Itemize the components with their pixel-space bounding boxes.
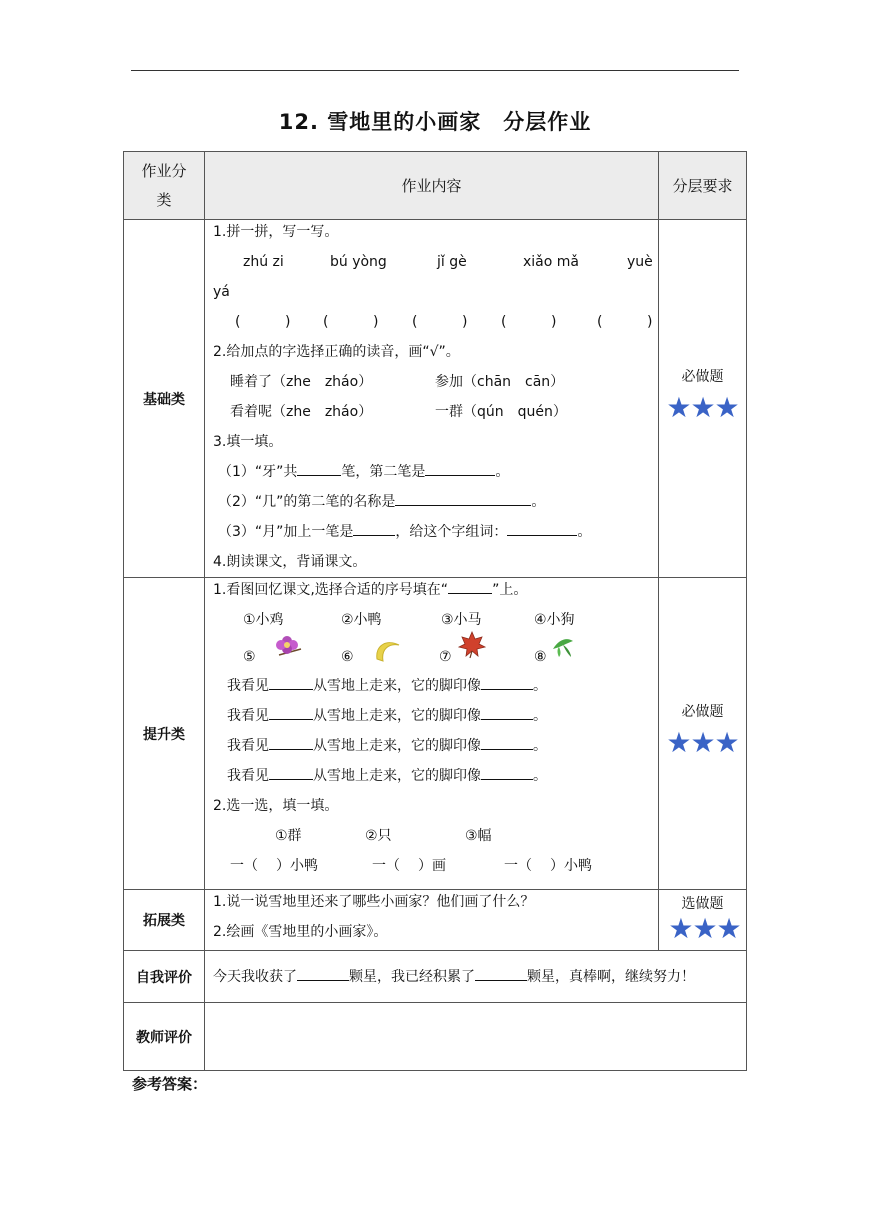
upgrade-row	[124, 578, 747, 890]
reading-choice-2[interactable]: 参加（chān cān）	[435, 374, 565, 390]
pinyin-4: xiǎo mǎ	[523, 254, 579, 270]
fill-blank[interactable]	[395, 491, 531, 506]
upgrade-category: 提升类	[124, 578, 205, 890]
teacher-evaluation-label: 教师评价	[124, 1003, 205, 1071]
blank-4-close: )	[551, 314, 557, 330]
blank-4-open[interactable]: (	[501, 314, 507, 330]
blank-3-close: )	[462, 314, 468, 330]
measure-fill-3[interactable]: 一（ ）小鸭	[504, 858, 592, 874]
animal-option-2: ②小鸭	[341, 612, 382, 628]
basic-content	[205, 220, 659, 578]
upgrade-content	[205, 578, 659, 890]
basic-requirement	[659, 220, 747, 578]
maple-leaf-icon	[457, 629, 487, 673]
fill-blank[interactable]	[269, 735, 313, 750]
picture-num-7: ⑦	[439, 649, 452, 665]
plum-blossom-icon	[273, 631, 303, 675]
blank-1-close: )	[285, 314, 291, 330]
measure-option-1: ①群	[275, 828, 302, 844]
requirement-label: 必做题	[681, 368, 724, 385]
star-rating: ★★★	[666, 390, 739, 424]
fill-blank[interactable]	[481, 675, 533, 690]
blank-2-open[interactable]: (	[323, 314, 329, 330]
requirement-label: 必做题	[681, 703, 724, 720]
reading-choice-row-2	[213, 397, 658, 427]
page-title: 12. 雪地里的小画家 分层作业	[278, 110, 592, 134]
answers-heading: 参考答案：	[132, 1075, 208, 1093]
star-rating: ★★★	[668, 912, 741, 945]
measure-fill-1[interactable]: 一（ ）小鸭	[230, 858, 318, 874]
extend-requirement	[659, 890, 747, 951]
fill-blank[interactable]	[353, 521, 395, 536]
measure-fill-2[interactable]: 一（ ）画	[372, 858, 446, 874]
extend-q2: 2.绘画《雪地里的小画家》。	[213, 924, 388, 940]
self-evaluation-row	[124, 951, 747, 1003]
animal-option-1: ①小鸡	[243, 612, 284, 628]
picture-num-5: ⑤	[243, 649, 256, 665]
fill-blank[interactable]	[425, 461, 495, 476]
basic-q3-3: （3）“月”加上一笔是 ，给这个字组词： 。	[213, 517, 658, 547]
blank-5-open[interactable]: (	[597, 314, 603, 330]
header-rule	[131, 70, 739, 71]
pinyin-row	[213, 247, 658, 277]
measure-word-fill-row	[213, 851, 658, 881]
reading-choice-4[interactable]: 一群（qún quén）	[435, 404, 567, 420]
blank-5-close: )	[647, 314, 653, 330]
extend-row	[124, 890, 747, 951]
fill-blank[interactable]	[481, 765, 533, 780]
self-evaluation-label: 自我评价	[124, 951, 205, 1003]
extend-q1: 1.说一说雪地里还来了哪些小画家？他们画了什么？	[213, 894, 535, 910]
star-rating: ★★★	[666, 725, 739, 759]
basic-q2: 2.给加点的字选择正确的读音，画“√”。	[213, 344, 460, 360]
stars-earned-blank[interactable]	[297, 966, 349, 981]
measure-word-options	[213, 821, 658, 851]
picture-options-row	[213, 635, 658, 671]
self-evaluation-content: 今天我收获了 颗星，我已经积累了 颗星，真棒啊，继续努力！	[205, 951, 747, 1003]
upgrade-q1: 1.看图回忆课文,选择合适的序号填在“ ”上。	[213, 575, 658, 605]
basic-q3: 3.填一填。	[213, 434, 283, 450]
fill-blank[interactable]	[269, 675, 313, 690]
upgrade-q2: 2.选一选，填一填。	[213, 798, 339, 814]
basic-row	[124, 220, 747, 578]
extend-content	[205, 890, 659, 951]
fill-blank[interactable]	[269, 705, 313, 720]
stars-total-blank[interactable]	[475, 966, 527, 981]
blank-2-close: )	[373, 314, 379, 330]
basic-q3-1: （1）“牙”共 笔，第二笔是 。	[213, 457, 658, 487]
extend-category: 拓展类	[124, 890, 205, 951]
answer-blanks-row	[213, 307, 658, 337]
bamboo-leaf-icon	[549, 633, 579, 673]
pinyin-1: zhú zi	[243, 254, 284, 270]
reading-choice-3[interactable]: 看着呢（zhe zháo）	[230, 404, 373, 420]
pinyin-2: bú yòng	[330, 254, 387, 270]
pinyin-5: yuè	[627, 254, 653, 270]
footprint-sentence-1: 我看见 从雪地上走来，它的脚印像 。	[213, 671, 658, 701]
requirement-label: 选做题	[681, 896, 724, 912]
fill-blank[interactable]	[297, 461, 341, 476]
reading-choice-1[interactable]: 睡着了（zhe zháo）	[230, 374, 373, 390]
footprint-sentence-3: 我看见 从雪地上走来，它的脚印像 。	[213, 731, 658, 761]
requirement-header: 分层要求	[659, 152, 747, 220]
category-header: 作业分类	[124, 152, 205, 220]
fill-blank[interactable]	[269, 765, 313, 780]
blank-3-open[interactable]: (	[412, 314, 418, 330]
measure-option-3: ③幅	[465, 828, 492, 844]
table-header-row	[124, 152, 747, 220]
fill-blank[interactable]	[481, 705, 533, 720]
basic-q3-2: （2）“几”的第二笔的名称是 。	[213, 487, 658, 517]
content-header: 作业内容	[205, 152, 659, 220]
pinyin-wrap: yá	[213, 284, 230, 300]
fill-blank[interactable]	[507, 521, 577, 536]
basic-q4: 4.朗读课文，背诵课文。	[213, 554, 367, 570]
picture-num-8: ⑧	[534, 649, 547, 665]
teacher-evaluation-row	[124, 1003, 747, 1071]
basic-category: 基础类	[124, 220, 205, 578]
upgrade-requirement	[659, 578, 747, 890]
pinyin-3: jǐ gè	[437, 254, 467, 270]
fill-blank[interactable]	[481, 735, 533, 750]
footprint-sentence-2: 我看见 从雪地上走来，它的脚印像 。	[213, 701, 658, 731]
animal-option-4: ④小狗	[534, 612, 575, 628]
measure-option-2: ②只	[365, 828, 392, 844]
blank-1-open[interactable]: (	[235, 314, 241, 330]
fill-blank	[448, 579, 492, 594]
reading-choice-row-1	[213, 367, 658, 397]
footprint-sentence-4: 我看见 从雪地上走来，它的脚印像 。	[213, 761, 658, 791]
homework-table	[123, 151, 747, 1071]
picture-num-6: ⑥	[341, 649, 354, 665]
teacher-evaluation-content[interactable]	[205, 1003, 747, 1071]
basic-q1: 1.拼一拼，写一写。	[213, 224, 339, 240]
animal-option-3: ③小马	[441, 612, 482, 628]
